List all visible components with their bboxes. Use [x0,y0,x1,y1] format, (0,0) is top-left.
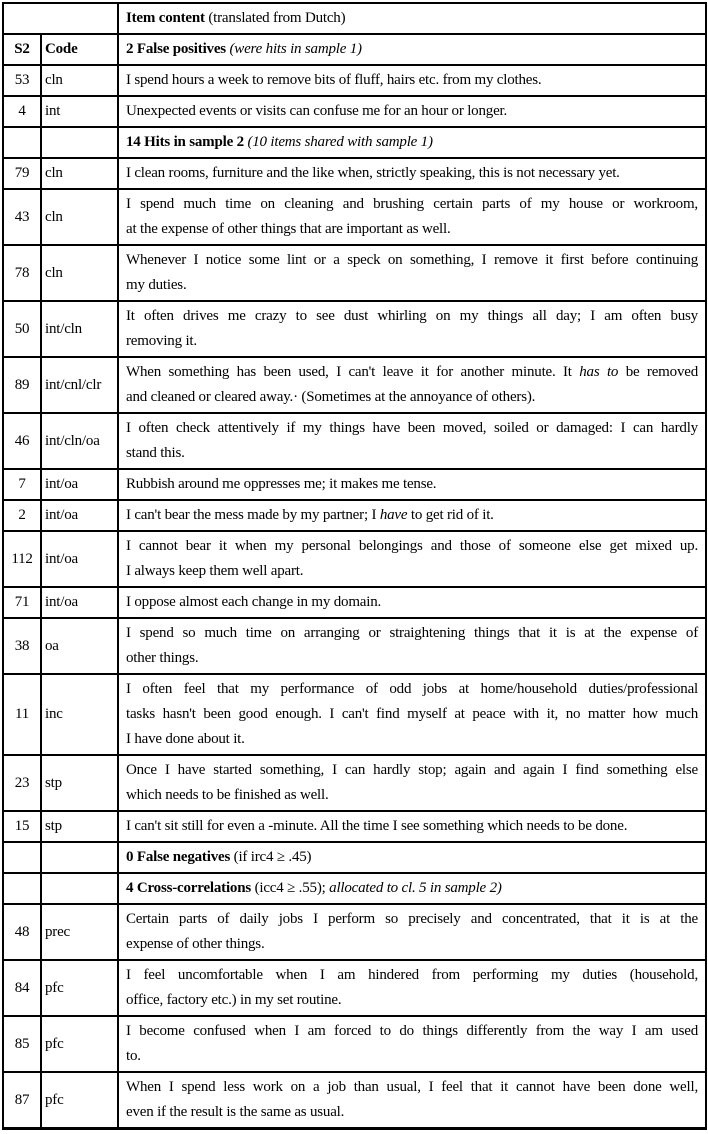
text-segment: (icc4 ≥ .55); [251,880,330,896]
s2-cell: 11 [3,674,41,755]
item-text-line [126,702,698,727]
text-segment: be removed [618,364,699,380]
table-row [3,755,706,811]
item-text-line [126,621,698,646]
code-cell: pfc [41,1016,118,1072]
text-segment: to get rid of it. [407,507,494,523]
code-cell: int/cln/oa [41,413,118,469]
text-segment: Whenever I notice some lint or a speck on something, I remove it first before continuing [126,252,698,268]
table-row [3,904,706,960]
s2-cell: 23 [3,755,41,811]
table-row [3,842,706,873]
code-cell [41,842,118,873]
s2-cell: 43 [3,189,41,245]
text-segment: and cleaned or cleared away.· (Sometimes at the annoyance of others). [126,389,536,405]
table-row [3,531,706,587]
code-cell: cln [41,245,118,301]
code-cell: Code [41,34,118,65]
text-segment: It often drives me crazy to see dust whirling on my things all day; I am often busy [126,308,698,324]
s2-cell: 48 [3,904,41,960]
s2-cell: 79 [3,158,41,189]
code-cell: cln [41,189,118,245]
text-segment: Rubbish around me oppresses me; it makes me tense. [126,476,437,492]
code-cell: int/oa [41,500,118,531]
table-row [3,245,706,301]
item-text-line [126,161,698,186]
item-text-line [126,329,698,354]
code-cell: prec [41,904,118,960]
table-row [3,1016,706,1072]
item-content-cell [118,1072,706,1129]
table-row [3,587,706,618]
text-segment: removing it. [126,333,197,349]
s2-cell [3,842,41,873]
item-text-line [126,68,698,93]
code-cell: pfc [41,960,118,1016]
item-content-cell [118,674,706,755]
item-text-line [126,907,698,932]
s2-cell: 7 [3,469,41,500]
item-content-cell [118,500,706,531]
item-text-line [126,472,698,497]
text-segment: I spend hours a week to remove bits of fluff, hairs etc. from my clothes. [126,72,542,88]
text-segment: I always keep them well apart. [126,563,304,579]
s2-cell: 112 [3,531,41,587]
text-segment: I often check attentively if my things have been moved, soiled or damaged: I can hardly [126,420,698,436]
s2-cell [3,127,41,158]
table-row [3,1072,706,1129]
item-content-cell [118,245,706,301]
text-segment: I cannot bear it when my personal belongings and those of someone else get mixed up. [126,538,698,554]
item-text-line [126,963,698,988]
item-text-line [126,590,698,615]
s2-cell: 50 [3,301,41,357]
text-segment: When something has been used, I can't leave it for another minute. It [126,364,580,380]
text-segment: (translated from Dutch) [204,10,346,26]
code-cell: stp [41,811,118,842]
item-content-cell [118,873,706,904]
text-segment: Item content [126,10,205,26]
text-segment: I clean rooms, furniture and the like when, strictly speaking, this is not necessary yet. [126,165,620,181]
item-text-line [126,1044,698,1069]
table-row [3,811,706,842]
item-text-line [126,1019,698,1044]
code-cell: int/oa [41,531,118,587]
code-cell: int/cln [41,301,118,357]
text-segment: even if the result is the same as usual. [126,1104,345,1120]
table-row [3,469,706,500]
code-cell: cln [41,158,118,189]
item-text-line [126,727,698,752]
s2-cell: 53 [3,65,41,96]
item-text-line [126,99,698,124]
item-text-line [126,814,698,839]
text-segment: (were hits in sample 1) [229,41,362,57]
table-body [3,3,706,1129]
text-segment: other things. [126,650,199,666]
text-segment: at the expense of other things that are important as well. [126,221,451,237]
item-text-line [126,192,698,217]
s2-cell: 71 [3,587,41,618]
item-text-line [126,988,698,1013]
table-row [3,618,706,674]
s2-cell: 87 [3,1072,41,1129]
item-content-cell [118,469,706,500]
item-text-line [126,248,698,273]
code-cell: cln [41,65,118,96]
text-segment: stand this. [126,445,185,461]
s2-cell: 15 [3,811,41,842]
table-row [3,413,706,469]
item-content-cell [118,755,706,811]
item-text-line [126,385,698,410]
item-content-cell [118,618,706,674]
text-segment: my duties. [126,277,187,293]
item-text-line [126,6,698,31]
item-text-line [126,503,698,528]
s2-cell: S2 [3,34,41,65]
text-segment: office, factory etc.) in my set routine. [126,992,342,1008]
item-text-line [126,416,698,441]
table-row [3,96,706,127]
item-content-cell [118,587,706,618]
text-segment: Unexpected events or visits can confuse me for an hour or longer. [126,103,508,119]
s2-cell: 4 [3,96,41,127]
item-text-line [126,534,698,559]
s2-cell: 85 [3,1016,41,1072]
text-segment: 0 False negatives [126,849,231,865]
item-content-cell [118,127,706,158]
item-text-line [126,304,698,329]
table-row [3,3,706,34]
text-segment: tasks hasn't been good enough. I can't find myself at peace with it, no matter how much [126,706,698,722]
item-content-cell [118,357,706,413]
s2-cell: 46 [3,413,41,469]
item-text-line [126,273,698,298]
code-cell: int/oa [41,469,118,500]
text-segment: have [379,507,408,523]
s2-cell: 78 [3,245,41,301]
s2-cell: 2 [3,500,41,531]
item-content-cell [118,189,706,245]
item-text-line [126,441,698,466]
item-text-line [126,1075,698,1100]
text-segment: allocated to cl. 5 in sample 2) [329,880,502,896]
item-text-line [126,932,698,957]
item-text-line [126,646,698,671]
s2-cell: 89 [3,357,41,413]
text-segment: I feel uncomfortable when I am hindered from performing my duties (household, [126,967,698,983]
text-segment: 2 False positives [126,41,226,57]
text-segment: I become confused when I am forced to do things differently from the way I am used [126,1023,698,1039]
item-text-line [126,360,698,385]
item-content-cell [118,96,706,127]
code-cell: oa [41,618,118,674]
text-segment: I often feel that my performance of odd jobs at home/household duties/professional [126,681,698,697]
item-text-line [126,37,698,62]
table-row [3,65,706,96]
text-segment: which needs to be finished as well. [126,787,329,803]
code-cell: inc [41,674,118,755]
text-segment: (if irc4 ≥ .45) [230,849,312,865]
item-content-cell [118,413,706,469]
items-table [2,2,707,1130]
item-text-line [126,217,698,242]
item-content-cell [118,34,706,65]
item-content-cell [118,842,706,873]
text-segment: I spend so much time on arranging or straightening things that it is at the expense of [126,625,698,641]
item-content-cell [118,301,706,357]
table-row [3,301,706,357]
item-text-line [126,845,698,870]
text-segment: Certain parts of daily jobs I perform so precisely and concentrated, that it is at the [126,911,698,927]
table-row [3,189,706,245]
s2-cell: 38 [3,618,41,674]
text-segment: When I spend less work on a job than usual, I feel that it cannot have been done well, [126,1079,698,1095]
text-segment: 4 Cross-correlations [126,880,252,896]
item-content-cell [118,531,706,587]
table-row [3,674,706,755]
text-segment: Once I have started something, I can hardly stop; again and again I find something else [126,762,698,778]
s2-cell: 84 [3,960,41,1016]
table-row [3,158,706,189]
code-cell: stp [41,755,118,811]
table-row [3,960,706,1016]
item-text-line [126,876,698,901]
table-row [3,357,706,413]
text-segment: I oppose almost each change in my domain. [126,594,382,610]
item-content-cell [118,811,706,842]
text-segment: I have done about it. [126,731,245,747]
text-segment: I can't bear the mess made by my partner; I [126,507,380,523]
item-text-line [126,130,698,155]
item-content-cell [118,904,706,960]
text-segment: I can't sit still for even a -minute. All the time I see something which needs to be done. [126,818,628,834]
item-content-cell [118,158,706,189]
text-segment: to. [126,1048,141,1064]
item-content-cell [118,960,706,1016]
text-segment: I spend much time on cleaning and brushing certain parts of my house or workroom, [126,196,698,212]
item-text-line [126,1100,698,1125]
code-cell: int [41,96,118,127]
code-cell [41,873,118,904]
item-text-line [126,559,698,584]
table-row [3,127,706,158]
item-content-cell [118,3,706,34]
code-cell [41,127,118,158]
code-cell: pfc [41,1072,118,1129]
item-text-line [126,783,698,808]
text-segment: expense of other things. [126,936,265,952]
s2-code-merged-cell [3,3,118,34]
code-cell: int/cnl/clr [41,357,118,413]
table-row [3,34,706,65]
s2-cell [3,873,41,904]
table-row [3,500,706,531]
text-segment: has to [579,364,619,380]
text-segment: (10 items shared with sample 1) [247,134,433,150]
item-content-cell [118,65,706,96]
item-content-cell [118,1016,706,1072]
text-segment: 14 Hits in sample 2 [126,134,244,150]
item-text-line [126,677,698,702]
code-cell: int/oa [41,587,118,618]
item-text-line [126,758,698,783]
table-row [3,873,706,904]
